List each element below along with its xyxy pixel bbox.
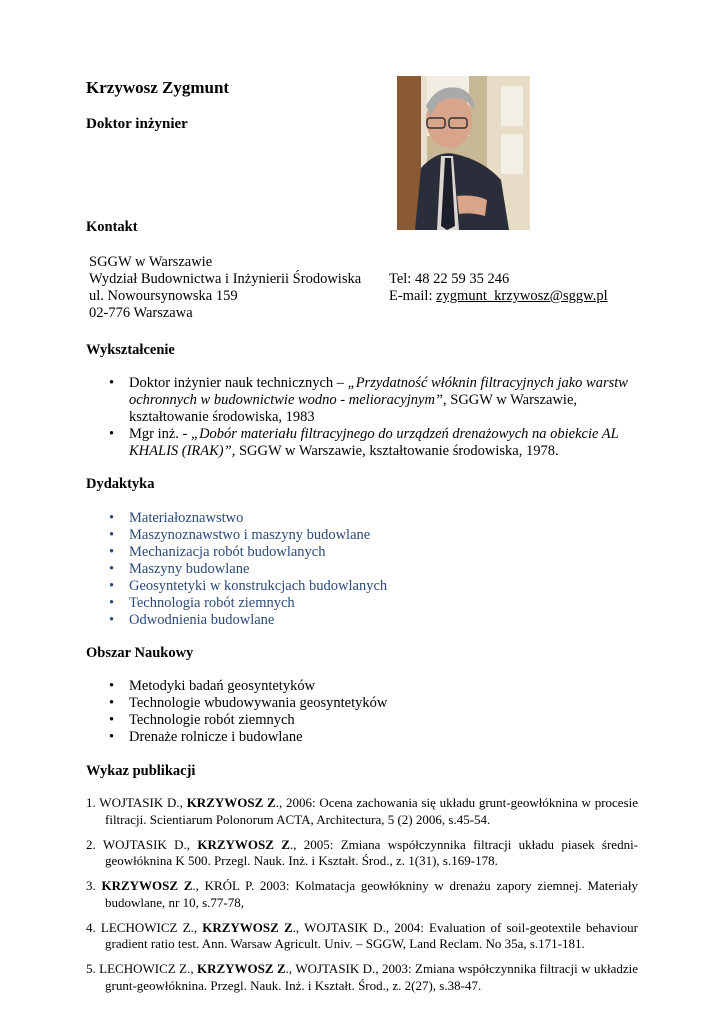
didactics-item: • Odwodnienia budowlane bbox=[107, 612, 387, 629]
publication-coauthors: WOJTASIK D., bbox=[102, 836, 198, 852]
email-label: E-mail: bbox=[389, 288, 437, 304]
publication-item bbox=[86, 920, 638, 953]
publication-details: ., KRÓL P. 2003: Kolmatacja geowłókniny w drenażu zapory ziemnej. Materiały budowlane, nr 10, s.77-78, bbox=[105, 878, 638, 910]
research-item: • Drenaże rolnicze i budowlane bbox=[107, 729, 387, 746]
publication-main-author: KRZYWOSZ Z bbox=[186, 795, 276, 810]
contact-details bbox=[389, 271, 608, 305]
email-link[interactable]: zygmunt_krzywosz@sggw.pl bbox=[436, 288, 608, 304]
publications-list bbox=[86, 795, 638, 1003]
education-list bbox=[107, 375, 647, 460]
contact-faculty: Wydział Budownictwa i Inżynierii Środowiska bbox=[89, 271, 362, 287]
education-institution: SGGW w Warszawie, kształtowanie środowiska, 1978. bbox=[235, 443, 559, 459]
publication-details: ., WOJTASIK D., 2003: Zmiana współczynnika filtracji w układzie grunt-geowłóknina. Przegl. Nauk. Inż. i Kształt. Środ., z. 2(27), s.38-47. bbox=[105, 961, 639, 993]
contact-city: 02-776 Warszawa bbox=[89, 305, 193, 321]
research-item: • Technologie robót ziemnych bbox=[107, 712, 387, 729]
research-list bbox=[107, 678, 387, 746]
didactics-item: • Technologia robót ziemnych bbox=[107, 595, 387, 612]
publication-number: 3. bbox=[86, 878, 102, 893]
publication-number: 1. bbox=[86, 795, 100, 810]
publication-number: 5. bbox=[86, 961, 100, 976]
education-degree: Mgr inż. - bbox=[129, 426, 192, 442]
contact-organization: SGGW w Warszawie bbox=[89, 254, 213, 270]
publication-number: 2. bbox=[86, 836, 103, 852]
publication-main-author: KRZYWOSZ Z bbox=[196, 961, 286, 976]
person-name: Krzywosz Zygmunt bbox=[86, 78, 230, 97]
contact-address bbox=[89, 254, 361, 322]
research-item: • Technologie wbudowywania geosyntetyków bbox=[107, 695, 387, 712]
contact-phone: Tel: 48 22 59 35 246 bbox=[389, 271, 510, 287]
publications-heading: Wykaz publikacji bbox=[86, 763, 196, 779]
publication-details: ., 2006: Ocena zachowania się układu grunt-geowłóknina w procesie filtracji. Scientiarum Polonorum ACTA, Architectura, 5 (2) 2006, s.45-54. bbox=[105, 795, 639, 827]
publication-coauthors: LECHOWICZ Z., bbox=[99, 961, 197, 976]
education-item bbox=[107, 375, 647, 426]
education-item bbox=[107, 426, 647, 460]
publication-item bbox=[86, 795, 638, 828]
contact-street: ul. Nowoursynowska 159 bbox=[89, 288, 238, 304]
publication-coauthors: WOJTASIK D., bbox=[99, 795, 187, 810]
didactics-item: • Geosyntetyki w konstrukcjach budowlanych bbox=[107, 578, 387, 595]
didactics-heading: Dydaktyka bbox=[86, 476, 155, 492]
didactics-item: • Maszynoznawstwo i maszyny budowlane bbox=[107, 527, 387, 544]
research-heading: Obszar Naukowy bbox=[86, 645, 194, 661]
publication-details: ., WOJTASIK D., 2004: Evaluation of soil-geotextile behaviour gradient ratio test. Ann. Warsaw Agricult. Univ. – SGGW, Land Reclam. No 35a, s.171-181. bbox=[105, 919, 638, 951]
contact-email-line bbox=[389, 288, 608, 305]
education-institution: , SGGW w Warszawie, kształtowanie środowiska, 1983 bbox=[129, 392, 578, 425]
education-degree: Doktor inżynier nauk technicznych – bbox=[129, 375, 348, 391]
didactics-item: • Maszyny budowlane bbox=[107, 561, 387, 578]
didactics-item: • Mechanizacja robót budowlanych bbox=[107, 544, 387, 561]
academic-degree: Doktor inżynier bbox=[86, 116, 188, 132]
research-item: • Metodyki badań geosyntetyków bbox=[107, 678, 387, 695]
didactics-item: • Materiałoznawstwo bbox=[107, 510, 387, 527]
education-thesis-title: „Przydatność włóknin filtracyjnych jako warstw ochronnych w budownictwie wodno - melioracyjnym” bbox=[129, 375, 628, 408]
education-thesis-title: „Dobór materiału filtracyjnego do urządzeń drenażowych na obiekcie AL KHALIS (IRAK)”, bbox=[129, 426, 619, 459]
publication-coauthors: LECHOWICZ Z., bbox=[100, 919, 203, 935]
contact-heading: Kontakt bbox=[86, 219, 138, 235]
portrait-photo bbox=[397, 76, 530, 230]
portrait-image bbox=[397, 76, 530, 230]
publication-item bbox=[86, 878, 638, 911]
publication-number: 4. bbox=[86, 919, 101, 935]
publication-item bbox=[86, 961, 638, 994]
publication-main-author: KRZYWOSZ Z bbox=[202, 919, 293, 935]
didactics-list bbox=[107, 510, 387, 629]
education-heading: Wykształcenie bbox=[86, 342, 175, 358]
publication-main-author: KRZYWOSZ Z bbox=[101, 878, 193, 893]
publication-item bbox=[86, 837, 638, 870]
publication-details: ., 2005: Zmiana współczynnika filtracji układu piasek średni-geowłóknina K 500. Przegl. Nauk. Inż. i Kształt. Środ., z. 1(31), s.169-178. bbox=[105, 836, 639, 868]
publication-main-author: KRZYWOSZ Z bbox=[197, 836, 290, 852]
